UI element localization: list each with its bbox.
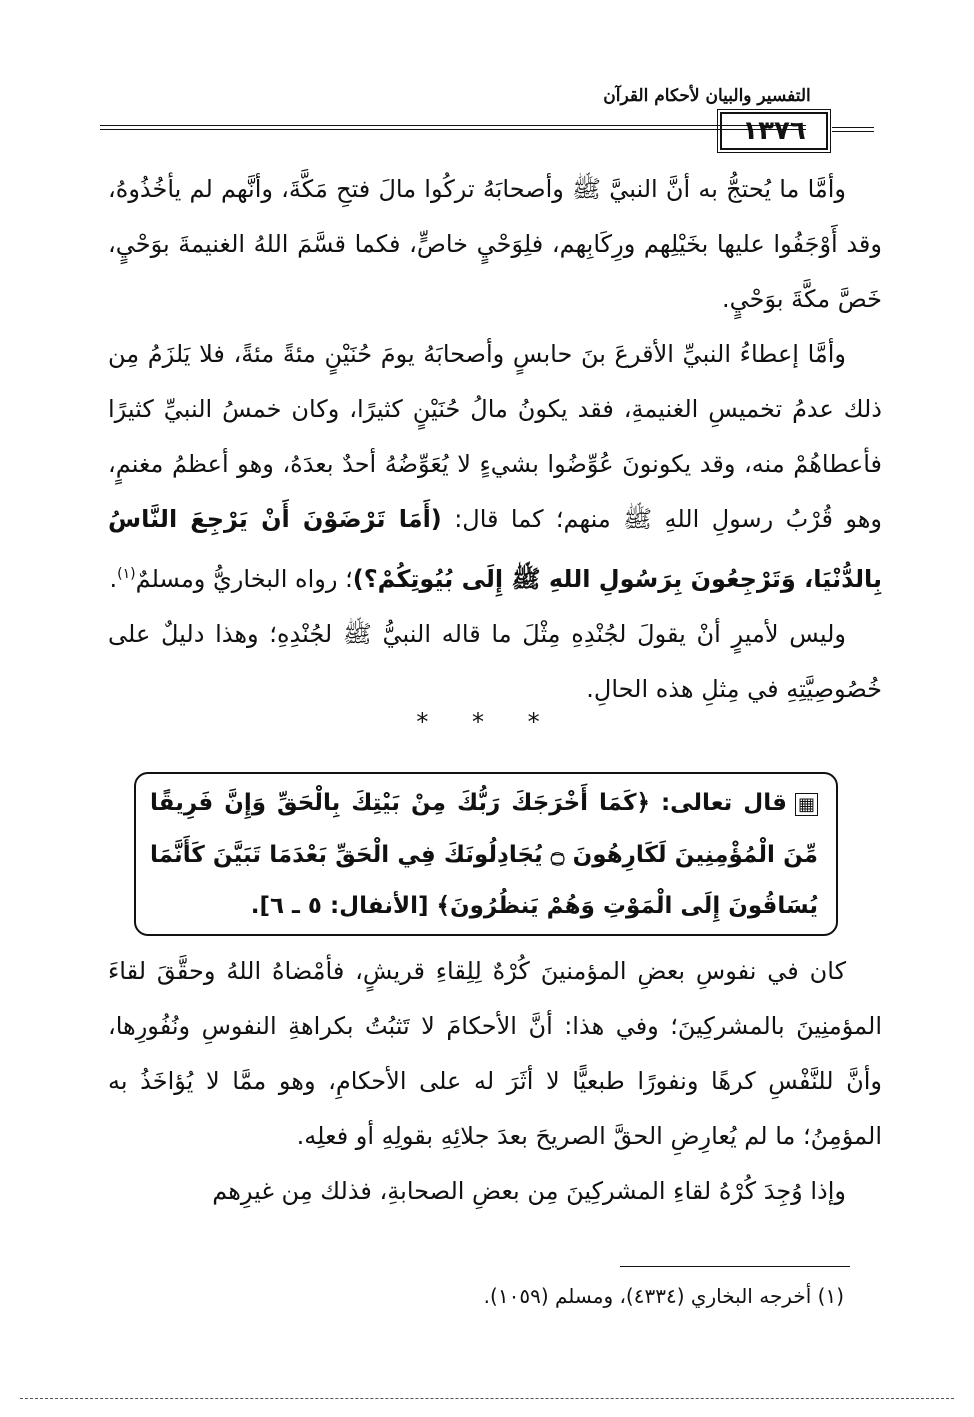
page-bottom-edge	[20, 1398, 954, 1399]
commentary-paragraph-2: وإذا وُجِدَ كُرْهُ لقاءِ المشركِينَ مِن بعضِ الصحابةِ، فذلك مِن غيرِهم	[212, 1177, 846, 1205]
page-number: ١٣٧٦	[720, 112, 828, 150]
footnote-rule	[620, 1266, 850, 1267]
hadith-source: ؛ رواه البخاريُّ ومسلمٌ	[135, 565, 353, 593]
main-text-block	[108, 162, 882, 717]
paragraph-1: وأمَّا ما يُحتجُّ به أنَّ النبيَّ ﷺ وأصحابَهُ تركُوا مالَ فتحِ مَكَّةَ، وأنَّهم لم يأخُذُوهُ، وقد أَوْجَفُوا عليها بخَيْلِهم ورِكَابِهم، فلِوَحْيٍ خاصٍّ، فكما قسَّمَ اللهُ الغنيمةَ بوَحْيٍ، خَصَّ مكَّةَ بوَحْيٍ.	[108, 175, 882, 313]
commentary-paragraph-1: كان في نفوسِ بعضِ المؤمنينَ كُرْهٌ لِلِقاءِ قريشٍ، فأمْضاهُ اللهُ وحقَّقَ لقاءَ المؤمنِينَ بالمشركِينَ؛ وفي هذا: أنَّ الأحكامَ لا تَثبُتُ بكراهةِ النفوسِ ونُفُورِها، وأنَّ للنَّفْسِ كرهًا ونفورًا طبعيًّا لا أثَرَ له على الأحكامِ، وهو ممَّا لا يُؤاخَذُ به المؤمِنُ؛ ما لم يُعارِضِ الحقَّ الصريحَ بعدَ جلائِهِ بقولِهِ أو فعلِه.	[108, 957, 882, 1150]
paragraph-3: وليس لأميرٍ أنْ يقولَ لجُنْدِهِ مِثْلَ ما قاله النبيُّ ﷺ لجُنْدِهِ؛ وهذا دليلٌ على خُصُوصِيَّتِهِ في مِثلِ هذه الحالِ.	[108, 620, 882, 703]
running-header-title: التفسير والبيان لأحكام القرآن	[603, 86, 811, 106]
commentary-block	[108, 944, 882, 1219]
verse-intro: قال تعالى:	[660, 790, 787, 816]
paragraph-2: وأمَّا إعطاءُ النبيِّ الأقرعَ بنَ حابسٍ وأصحابَهُ يومَ حُنَيْنٍ مئةً مئةً، فلا يَلزَمُ مِن ذلك عدمُ تخميسِ الغنيمةِ، فقد يكونُ مالُ حُنَيْنٍ كثيرًا، وكان خمسُ النبيِّ كثيرًا فأعطاهُمْ منه، وقد يكونونَ عُوِّضُوا بشيءٍ لا يُعَوِّضُهُ أحدٌ بعدَهُ، وهو أعظمُ مغنمٍ، وهو قُرْبُ رسولِ اللهِ ﷺ منهم؛ كما قال: (أَمَا تَرْضَوْنَ أَنْ يَرْجِعَ النَّاسُ بِالدُّنْيَا، وَتَرْجِعُونَ بِرَسُولِ اللهِ ﷺ إِلَى بُيُوتِكُمْ؟)؛ رواه البخاريُّ ومسلمٌ$^{(١)}$.	[108, 340, 882, 593]
verse-text: ﴿كَمَا أَخْرَجَكَ رَبُّكَ مِنْ بَيْتِكَ بِالْحَقِّ وَإِنَّ فَرِيقًا مِّنَ الْمُؤْمِنِينَ لَكَارِهُونَ ۝ يُجَادِلُونَكَ فِي الْحَقِّ بَعْدَمَا تَبَيَّنَ كَأَنَّمَا يُسَاقُونَ إِلَى الْمَوْتِ وَهُمْ يَنظُرُونَ﴾	[150, 790, 819, 919]
header-rule	[100, 125, 806, 130]
quran-verse-box	[134, 772, 838, 936]
header-rule-right	[832, 127, 874, 132]
footnote-marker: (١)	[117, 566, 136, 582]
verse-reference: [الأنفال: ٥ ـ ٦].	[250, 893, 429, 919]
verse-ornament-icon: ▦	[795, 793, 818, 816]
section-separator: * * *	[416, 708, 558, 736]
footnote: (١) أخرجه البخاري (٤٣٣٤)، ومسلم (١٠٥٩).	[483, 1284, 844, 1308]
paragraph-2-text: وأمَّا إعطاءُ النبيِّ الأقرعَ بنَ حابسٍ وأصحابَهُ يومَ حُنَيْنٍ مئةً مئةً، فلا يَلزَمُ مِن ذلك عدمُ تخميسِ الغنيمةِ، فقد يكونُ مالُ حُنَيْنٍ كثيرًا، وكان خمسُ النبيِّ كثيرًا فأعطاهُمْ منه، وقد يكونونَ عُوِّضُوا بشيءٍ لا يُعَوِّضُهُ أحدٌ بعدَهُ، وهو أعظمُ مغنمٍ، وهو قُرْبُ رسولِ اللهِ ﷺ منهم؛ كما قال:	[108, 340, 882, 533]
hadith-quote: (أَمَا تَرْضَوْنَ أَنْ يَرْجِعَ النَّاسُ بِالدُّنْيَا، وَتَرْجِعُونَ بِرَسُولِ اللهِ ﷺ إِلَى بُيُوتِكُمْ؟)	[108, 505, 882, 593]
